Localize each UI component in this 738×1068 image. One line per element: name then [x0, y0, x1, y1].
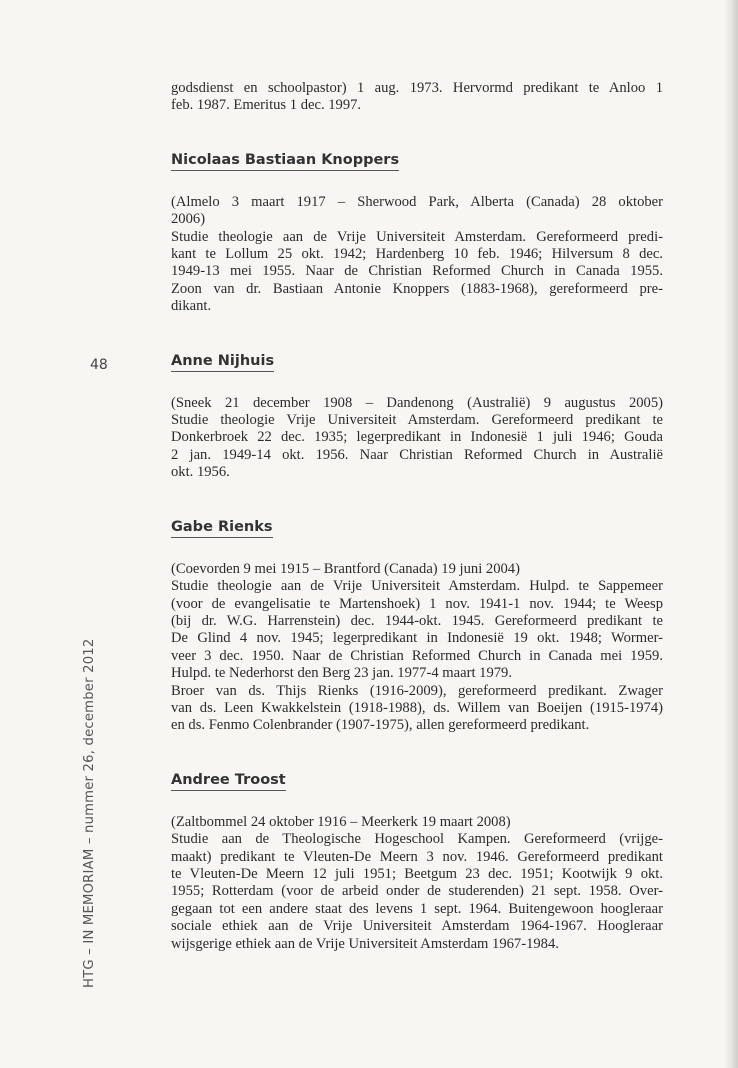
page-edge-shadow — [724, 0, 738, 1068]
entry-rienks — [171, 518, 663, 735]
entry-text — [171, 561, 663, 735]
entry-line: Studie theologie Vrije Universiteit Amsterdam. Gereformeerd predikant te — [171, 412, 663, 429]
entry-line: (Zaltbommel 24 oktober 1916 – Meerkerk 19 maart 2008) — [171, 813, 511, 830]
entry-line: okt. 1956. — [171, 464, 230, 481]
entry-troost — [171, 771, 663, 953]
entry-line: 1949-13 mei 1955. Naar de Christian Reformed Church in Canada 1955. — [171, 263, 663, 280]
entry-line: (Sneek 21 december 1908 – Dandenong (Australië) 9 augustus 2005) — [171, 394, 663, 411]
entry-nijhuis — [171, 352, 663, 482]
entry-line: (Coevorden 9 mei 1915 – Brantford (Canada) 19 juni 2004) — [171, 560, 520, 577]
entry-line: (voor de evangelisatie te Martenshoek) 1 nov. 1941-1 nov. 1944; te Weesp — [171, 595, 663, 612]
entry-name: Nicolaas Bastiaan Knoppers — [171, 151, 399, 171]
intro-paragraph — [171, 80, 663, 115]
page-number: 48 — [90, 357, 108, 373]
entry-line: Studie theologie aan de Vrije Universiteit Amsterdam. Hulpd. te Sappemeer — [171, 578, 663, 595]
entry-text — [171, 395, 663, 482]
entry-line: kant te Lollum 25 okt. 1942; Hardenberg 10 feb. 1946; Hilversum 8 dec. — [171, 246, 663, 263]
entry-line: (bij dr. W.G. Harrenstein) dec. 1944-okt. 1945. Gereformeerd predikant te — [171, 612, 663, 629]
entry-line: maakt) predikant te Vleuten-De Meern 3 nov. 1946. Gereformeerd predikant — [171, 848, 663, 865]
intro-line: feb. 1987. Emeritus 1 dec. 1997. — [171, 97, 362, 114]
entry-line: 2006) — [171, 211, 206, 228]
entry-line: dikant. — [171, 298, 212, 315]
entry-line: veer 3 dec. 1950. Naar de Christian Reformed Church in Canada mei 1959. — [171, 647, 663, 664]
entry-line: Donkerbroek 22 dec. 1935; legerpredikant in Indonesië 1 juli 1946; Gouda — [171, 429, 663, 446]
entry-line: De Glind 4 nov. 1945; legerpredikant in Indonesië 19 okt. 1948; Wormer- — [171, 630, 663, 647]
entry-text — [171, 814, 663, 953]
entry-text — [171, 194, 663, 316]
entry-line: 1955; Rotterdam (voor de arbeid onder de studerenden) 21 sept. 1958. Over- — [171, 883, 663, 900]
intro-line: godsdienst en schoolpastor) 1 aug. 1973. Hervormd predikant te Anloo 1 — [171, 80, 663, 96]
entry-line: Studie aan de Theologische Hogeschool Kampen. Gereformeerd (vrijge- — [171, 831, 663, 848]
entry-line: gegaan tot een andere staat des levens 1 sept. 1964. Buitengewoon hoogleraar — [171, 900, 663, 917]
entry-line: (Almelo 3 maart 1917 – Sherwood Park, Alberta (Canada) 28 oktober — [171, 193, 663, 210]
entry-line: 2 jan. 1949-14 okt. 1956. Naar Christian Reformed Church in Australië — [171, 446, 663, 463]
entry-line: Broer van ds. Thijs Rienks (1916-2009), gereformeerd predikant. Zwager — [171, 682, 663, 699]
entry-line: van ds. Leen Kwakkelstein (1918-1988), ds. Willem van Boeijen (1915-1974) — [171, 699, 663, 716]
entry-line: Zoon van dr. Bastiaan Antonie Knoppers (1883-1968), gereformeerd pre- — [171, 280, 663, 297]
document-body — [171, 80, 663, 953]
running-title: HTG – IN MEMORIAM – nummer 26, december 2012 — [82, 638, 97, 988]
entry-line: te Vleuten-De Meern 12 juli 1951; Beetgum 23 dec. 1951; Kootwijk 9 okt. — [171, 865, 663, 882]
entry-name: Andree Troost — [171, 771, 286, 791]
entry-name: Anne Nijhuis — [171, 352, 274, 372]
entry-line: wijsgerige ethiek aan de Vrije Universiteit Amsterdam 1967-1984. — [171, 935, 559, 952]
entry-line: en ds. Fenmo Colenbrander (1907-1975), allen gereformeerd predikant. — [171, 717, 590, 734]
entry-knoppers — [171, 151, 663, 316]
entry-line: Studie theologie aan de Vrije Universiteit Amsterdam. Gereformeerd predi- — [171, 228, 663, 245]
entry-line: sociale ethiek aan de Vrije Universiteit Amsterdam 1964-1967. Hoogleraar — [171, 918, 663, 935]
entry-name: Gabe Rienks — [171, 518, 273, 538]
entry-line: Hulpd. te Nederhorst den Berg 23 jan. 1977-4 maart 1979. — [171, 665, 512, 682]
